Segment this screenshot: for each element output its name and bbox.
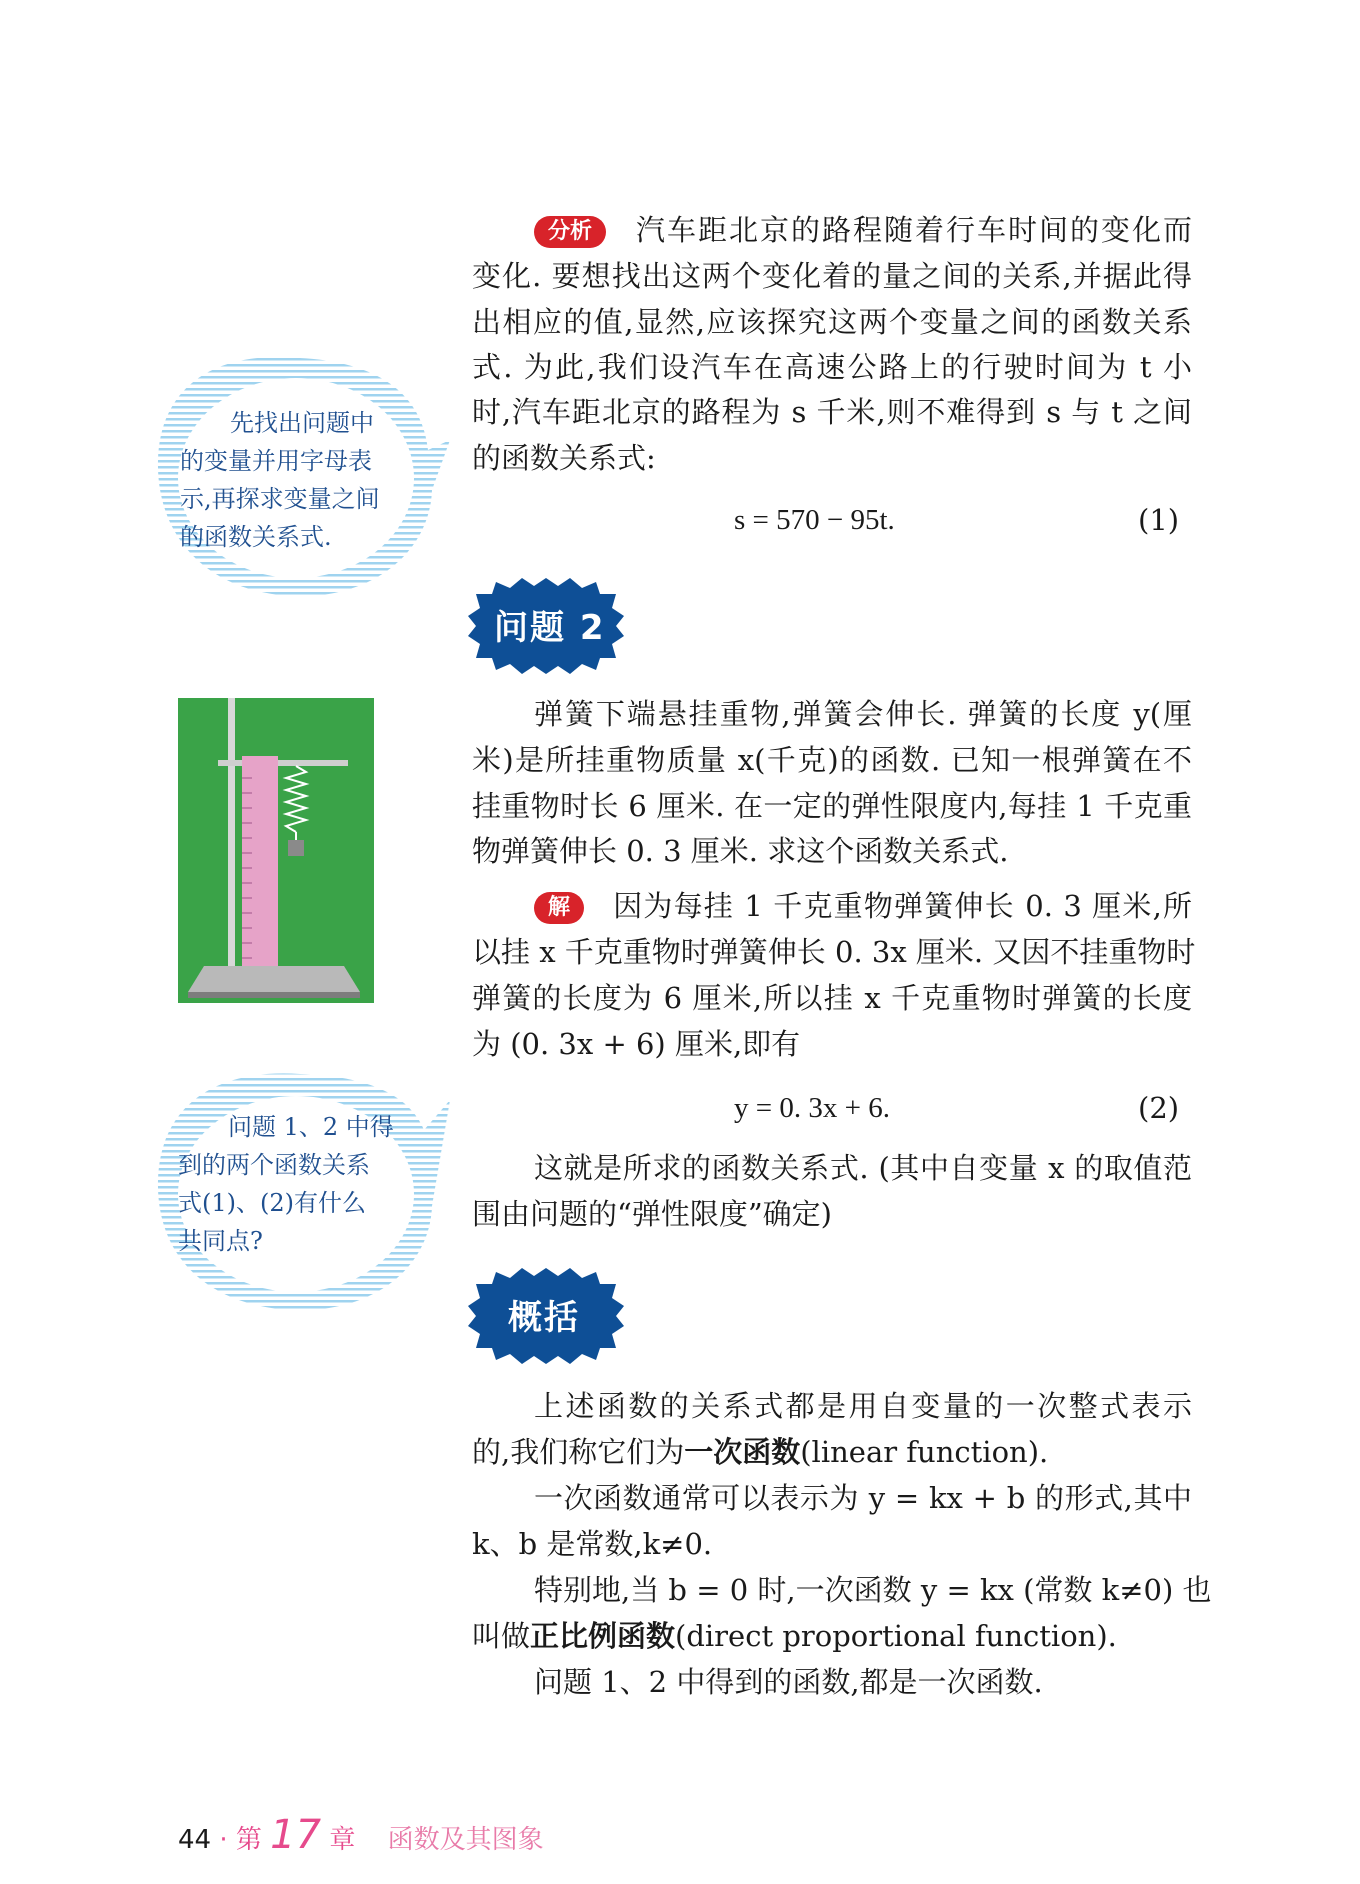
summary-p1-line-1: 上述函数的关系式都是用自变量的一次整式表示 <box>534 1389 1192 1423</box>
problem-2-line-4: 物弹簧伸长 0. 3 厘米. 求这个函数关系式. <box>472 834 1009 868</box>
summary-label: 概括 <box>508 1298 580 1338</box>
spring-apparatus-photo <box>178 698 374 1003</box>
summary-p3-line-2: 叫做正比例函数(direct proportional function). <box>472 1619 1117 1653</box>
chapter-number: 17 <box>270 1812 322 1858</box>
problem-2-label: 问题 2 <box>494 608 606 648</box>
analysis-line-6: 的函数关系式: <box>472 441 656 475</box>
solution-line-3: 弹簧的长度为 6 厘米,所以挂 x 千克重物时弹簧的长度 <box>472 981 1192 1015</box>
chapter-prefix: 第 <box>235 1825 262 1855</box>
footer-separator: · <box>219 1825 228 1855</box>
summary-p4: 问题 1、2 中得到的函数,都是一次函数. <box>534 1665 1043 1699</box>
analysis-line-2: 变化. 要想找出这两个变化着的量之间的关系,并据此得 <box>472 259 1192 293</box>
summary-p3-line-1: 特别地,当 b = 0 时,一次函数 y = kx (常数 k≠0) 也 <box>534 1573 1212 1607</box>
summary-p2-line-2: k、b 是常数,k≠0. <box>472 1527 713 1561</box>
problem-2-line-3: 挂重物时长 6 厘米. 在一定的弹性限度内,每挂 1 千克重 <box>472 789 1192 823</box>
solution-line-4: 为 (0. 3x + 6) 厘米,即有 <box>472 1027 801 1061</box>
analysis-line-4: 式. 为此,我们设汽车在高速公路上的行驶时间为 t 小 <box>472 350 1192 384</box>
page-footer <box>178 1812 544 1858</box>
solution-tag: 解 <box>534 892 584 924</box>
term-linear-function: 一次函数 <box>684 1435 801 1469</box>
formula-2: y = 0. 3x + 6. <box>734 1092 890 1124</box>
summary-p2-line-1: 一次函数通常可以表示为 y = kx + b 的形式,其中 <box>534 1481 1192 1515</box>
problem-2-line-2: 米)是所挂重物质量 x(千克)的函数. 已知一根弹簧在不 <box>472 743 1192 777</box>
bubble-1-line-1: 先找出问题中 <box>230 409 374 437</box>
chapter-suffix: 章 <box>329 1825 356 1855</box>
bubble-1-line-4: 的函数关系式. <box>180 523 332 551</box>
conclusion-line-1: 这就是所求的函数关系式. (其中自变量 x 的取值范 <box>534 1151 1192 1185</box>
term-direct-proportional-function: 正比例函数 <box>530 1619 676 1653</box>
analysis-line-3: 出相应的值,显然,应该探究这两个变量之间的函数关系 <box>472 305 1192 339</box>
chapter-title: 函数及其图象 <box>387 1825 544 1855</box>
formula-1-number: (1) <box>1138 503 1180 537</box>
formula-1: s = 570 − 95t. <box>734 504 895 536</box>
analysis-tag: 分析 <box>534 216 606 248</box>
analysis-line-1: 分析 汽车距北京的路程随着行车时间的变化而 <box>472 208 1192 252</box>
solution-line-2: 以挂 x 千克重物时弹簧伸长 0. 3x 厘米. 又因不挂重物时 <box>472 935 1196 969</box>
problem-2-line-1: 弹簧下端悬挂重物,弹簧会伸长. 弹簧的长度 y(厘 <box>534 697 1192 731</box>
bubble-1-line-3: 示,再探求变量之间 <box>180 485 380 513</box>
bubble-2-line-1: 问题 1、2 中得 <box>228 1113 394 1141</box>
analysis-line-5: 时,汽车距北京的路程为 s 千米,则不难得到 s 与 t 之间 <box>472 395 1192 429</box>
conclusion-line-2: 围由问题的“弹性限度”确定) <box>472 1197 832 1231</box>
formula-2-number: (2) <box>1138 1091 1180 1125</box>
bubble-2-line-2: 到的两个函数关系 <box>178 1151 370 1179</box>
bubble-2-line-3: 式(1)、(2)有什么 <box>178 1189 366 1217</box>
page-number: 44 <box>178 1825 212 1855</box>
summary-p1-line-2: 的,我们称它们为一次函数(linear function). <box>472 1435 1049 1469</box>
bubble-1-line-2: 的变量并用字母表 <box>180 447 372 475</box>
bubble-2-line-4: 共同点? <box>178 1227 263 1255</box>
solution-line-1: 解 因为每挂 1 千克重物弹簧伸长 0. 3 厘米,所 <box>472 884 1192 928</box>
